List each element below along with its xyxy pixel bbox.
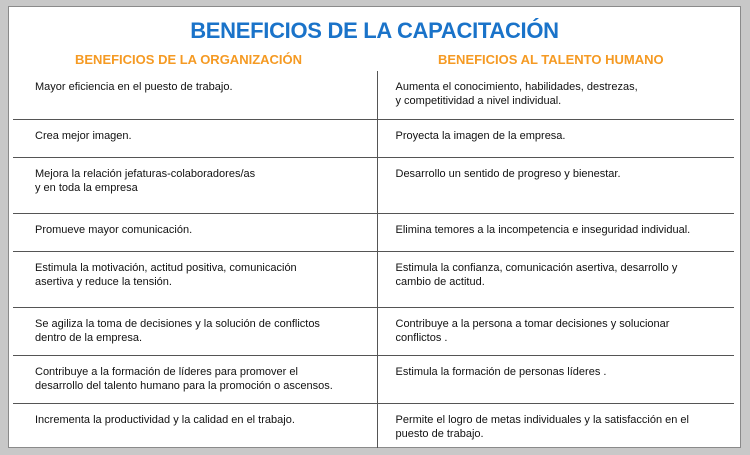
cell-talento (377, 355, 734, 403)
cell-organizacion (13, 403, 377, 448)
benefits-panel (8, 6, 741, 448)
cell-text: Estimula la confianza, comunicación asertiva, desarrollo y cambio de actitud. (395, 261, 678, 288)
benefits-table (13, 71, 734, 448)
cell-text: Contribuye a la formación de líderes para promover el desarrollo del talento humano para la promoción o ascensos. (35, 365, 333, 392)
page-title: BENEFICIOS DE LA CAPACITACIÓN (190, 18, 559, 43)
cell-text: Estimula la motivación, actitud positiva, comunicación asertiva y reduce la tensión. (35, 261, 297, 288)
cell-talento (377, 119, 734, 157)
table-row (13, 157, 734, 213)
cell-organizacion (13, 213, 377, 251)
column-header-organizacion: BENEFICIOS DE LA ORGANIZACIÓN (75, 52, 303, 67)
cell-text: Elimina temores a la incompetencia e inseguridad individual. (395, 223, 691, 236)
cell-organizacion (13, 355, 377, 403)
table-row (13, 71, 734, 119)
cell-talento (377, 307, 734, 355)
cell-text: Incrementa la productividad y la calidad en el trabajo. (35, 413, 295, 426)
cell-talento (377, 251, 734, 307)
cell-talento (377, 403, 734, 448)
column-header-talento-humano: BENEFICIOS AL TALENTO HUMANO (438, 52, 664, 67)
cell-talento (377, 157, 734, 213)
cell-text: Contribuye a la persona a tomar decisiones y solucionar conflictos . (395, 317, 670, 344)
table-row (13, 403, 734, 448)
table-row (13, 355, 734, 403)
cell-text: Desarrollo un sentido de progreso y bienestar. (395, 167, 621, 180)
cell-text: Proyecta la imagen de la empresa. (395, 129, 566, 142)
table-row (13, 213, 734, 251)
cell-organizacion (13, 157, 377, 213)
cell-organizacion (13, 119, 377, 157)
cell-text: Estimula la formación de personas líderes . (395, 365, 607, 378)
cell-talento (377, 213, 734, 251)
cell-text: Crea mejor imagen. (35, 129, 132, 142)
cell-text: Mayor eficiencia en el puesto de trabajo. (35, 81, 233, 93)
cell-talento (377, 71, 734, 119)
cell-text: Promueve mayor comunicación. (35, 223, 193, 236)
cell-organizacion (13, 307, 377, 355)
table-row (13, 251, 734, 307)
cell-text: Mejora la relación jefaturas-colaboradores/as y en toda la empresa (35, 167, 256, 194)
table-row (13, 307, 734, 355)
cell-text: Aumenta el conocimiento, habilidades, destrezas, y competitividad a nivel individual. (395, 81, 638, 107)
cell-text: Se agiliza la toma de decisiones y la solución de conflictos dentro de la empresa. (35, 317, 320, 344)
cell-organizacion (13, 71, 377, 119)
cell-text: Permite el logro de metas individuales y la satisfacción en el puesto de trabajo. (395, 413, 689, 440)
cell-organizacion (13, 251, 377, 307)
table-row (13, 119, 734, 157)
